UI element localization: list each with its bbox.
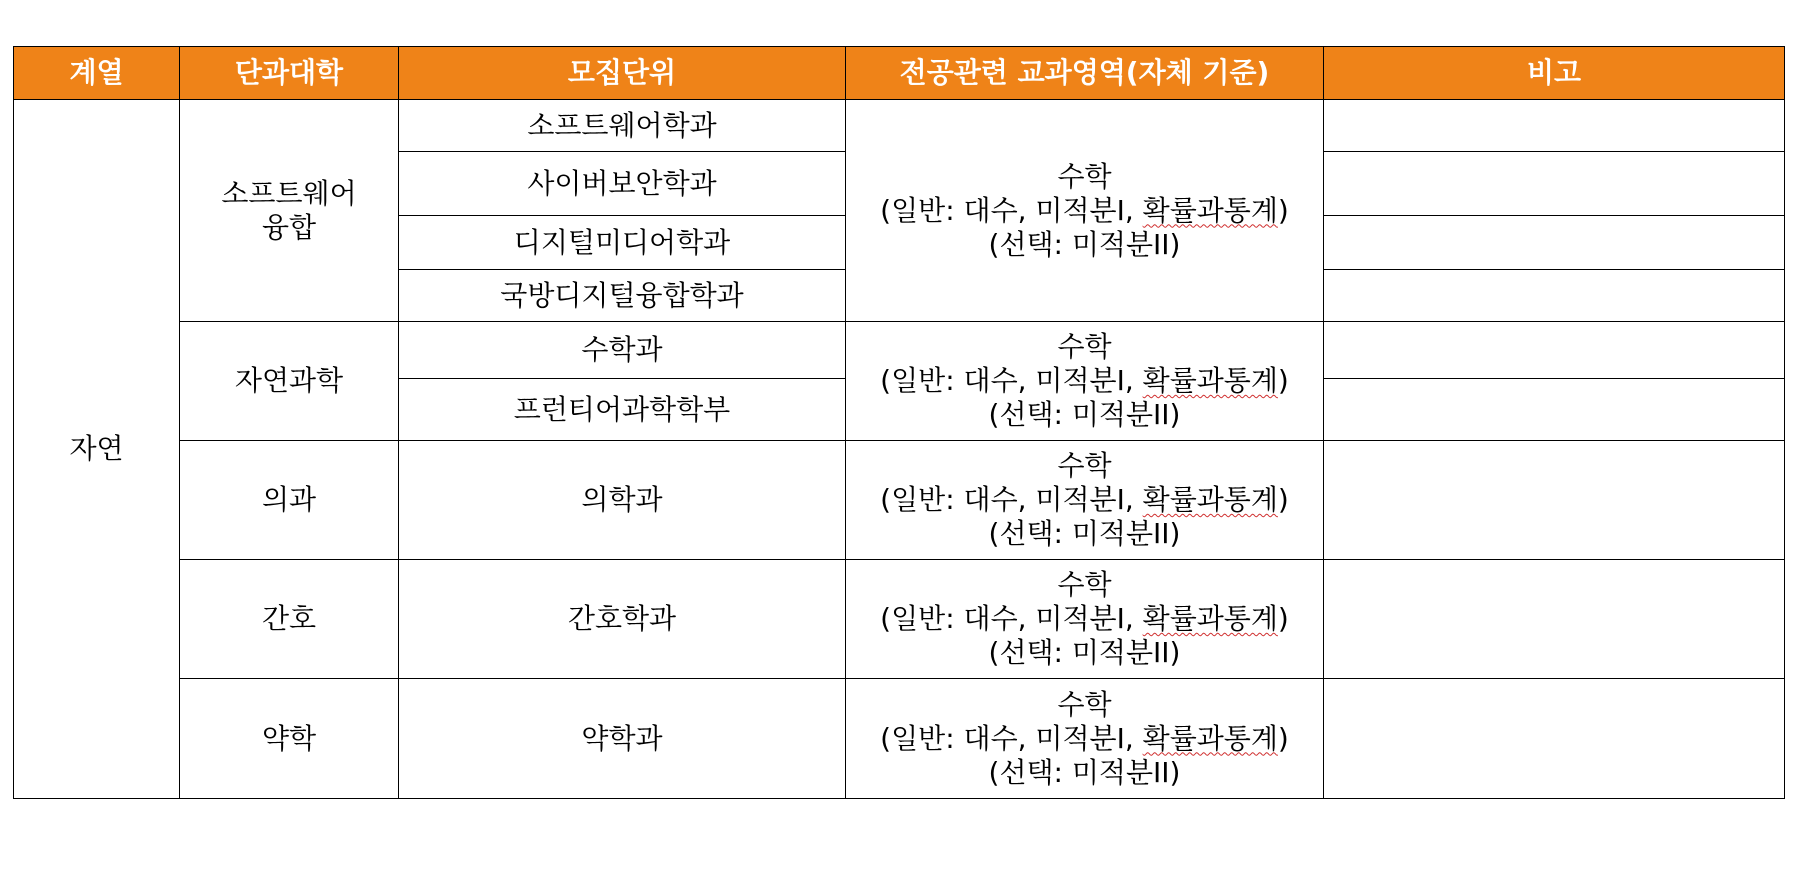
header-remarks: 비고 (1324, 47, 1785, 100)
subject-line-2-suffix: ) (1277, 193, 1289, 227)
subject-line-2-suffix: ) (1277, 602, 1289, 635)
table-row (14, 679, 1785, 799)
subject-line-2 (846, 722, 1323, 756)
remark-cell (1324, 441, 1785, 560)
unit-pharmacy: 약학과 (399, 679, 846, 799)
header-subject-area (846, 47, 1324, 100)
college-medicine: 의과 (180, 441, 399, 560)
unit-cyber-security: 사이버보안학과 (399, 152, 846, 216)
header-subject-area-text: 전공관련 교과영역(자체 기준) (899, 56, 1270, 89)
college-software: 소프트웨어 융합 (180, 100, 399, 322)
unit-math: 수학과 (399, 322, 846, 379)
subject-line-2 (846, 483, 1323, 517)
subject-line-1: 수학 (1057, 449, 1112, 482)
remark-cell (1324, 560, 1785, 679)
subject-line-2-mark: 확률과통계 (1142, 483, 1278, 516)
subject-line-1: 수학 (1057, 687, 1112, 721)
college-pharmacy: 약학 (180, 679, 399, 799)
subject-line-2-prefix: (일반: 대수, 미적분I, (880, 602, 1143, 635)
remark-cell (1324, 216, 1785, 270)
subject-line-3: (선택: 미적분II) (988, 398, 1181, 431)
admission-subject-table (13, 46, 1785, 799)
unit-medicine: 의학과 (399, 441, 846, 560)
subject-line-3: (선택: 미적분II) (988, 636, 1181, 669)
subject-line-2-mark: 확률과통계 (1142, 602, 1278, 635)
remark-cell (1324, 152, 1785, 216)
subject-area-nursing (846, 560, 1324, 679)
subject-line-2 (846, 364, 1323, 398)
subject-area-natural (846, 322, 1324, 441)
subject-line-2-mark: 확률과통계 (1142, 364, 1278, 397)
subject-line-1: 수학 (1057, 330, 1112, 363)
subject-line-3: (선택: 미적분II) (988, 755, 1181, 789)
header-field: 계열 (14, 47, 180, 100)
unit-defense-digital: 국방디지털융합학과 (399, 270, 846, 322)
table-row (14, 100, 1785, 152)
unit-nursing: 간호학과 (399, 560, 846, 679)
remark-cell (1324, 100, 1785, 152)
unit-software: 소프트웨어학과 (399, 100, 846, 152)
header-unit: 모집단위 (399, 47, 846, 100)
header-college: 단과대학 (180, 47, 399, 100)
table-header-row (14, 47, 1785, 100)
subject-line-2-mark: 확률과통계 (1142, 193, 1278, 227)
subject-line-2-prefix: (일반: 대수, 미적분I, (880, 364, 1143, 397)
subject-line-2-suffix: ) (1277, 721, 1289, 755)
subject-line-2-prefix: (일반: 대수, 미적분I, (880, 483, 1143, 516)
field-cell: 자연 (14, 100, 180, 799)
unit-frontier-science: 프런티어과학학부 (399, 379, 846, 441)
subject-line-1: 수학 (1057, 159, 1112, 193)
table-row (14, 322, 1785, 379)
subject-line-2-prefix: (일반: 대수, 미적분I, (880, 721, 1143, 755)
subject-line-2 (846, 194, 1323, 228)
subject-line-2-mark: 확률과통계 (1142, 721, 1278, 755)
subject-line-2-suffix: ) (1277, 364, 1289, 397)
remark-cell (1324, 679, 1785, 799)
subject-line-2 (846, 602, 1323, 636)
subject-line-3: (선택: 미적분II) (988, 517, 1181, 550)
subject-area-medicine (846, 441, 1324, 560)
subject-line-2-suffix: ) (1277, 483, 1289, 516)
table-row (14, 560, 1785, 679)
subject-line-2-prefix: (일반: 대수, 미적분I, (880, 193, 1143, 227)
subject-line-3: (선택: 미적분II) (988, 227, 1181, 261)
college-nursing: 간호 (180, 560, 399, 679)
college-natural: 자연과학 (180, 322, 399, 441)
subject-line-1: 수학 (1057, 568, 1112, 601)
table-row (14, 441, 1785, 560)
remark-cell (1324, 379, 1785, 441)
subject-area-pharmacy (846, 679, 1324, 799)
remark-cell (1324, 322, 1785, 379)
subject-area-software (846, 100, 1324, 322)
remark-cell (1324, 270, 1785, 322)
unit-digital-media: 디지털미디어학과 (399, 216, 846, 270)
